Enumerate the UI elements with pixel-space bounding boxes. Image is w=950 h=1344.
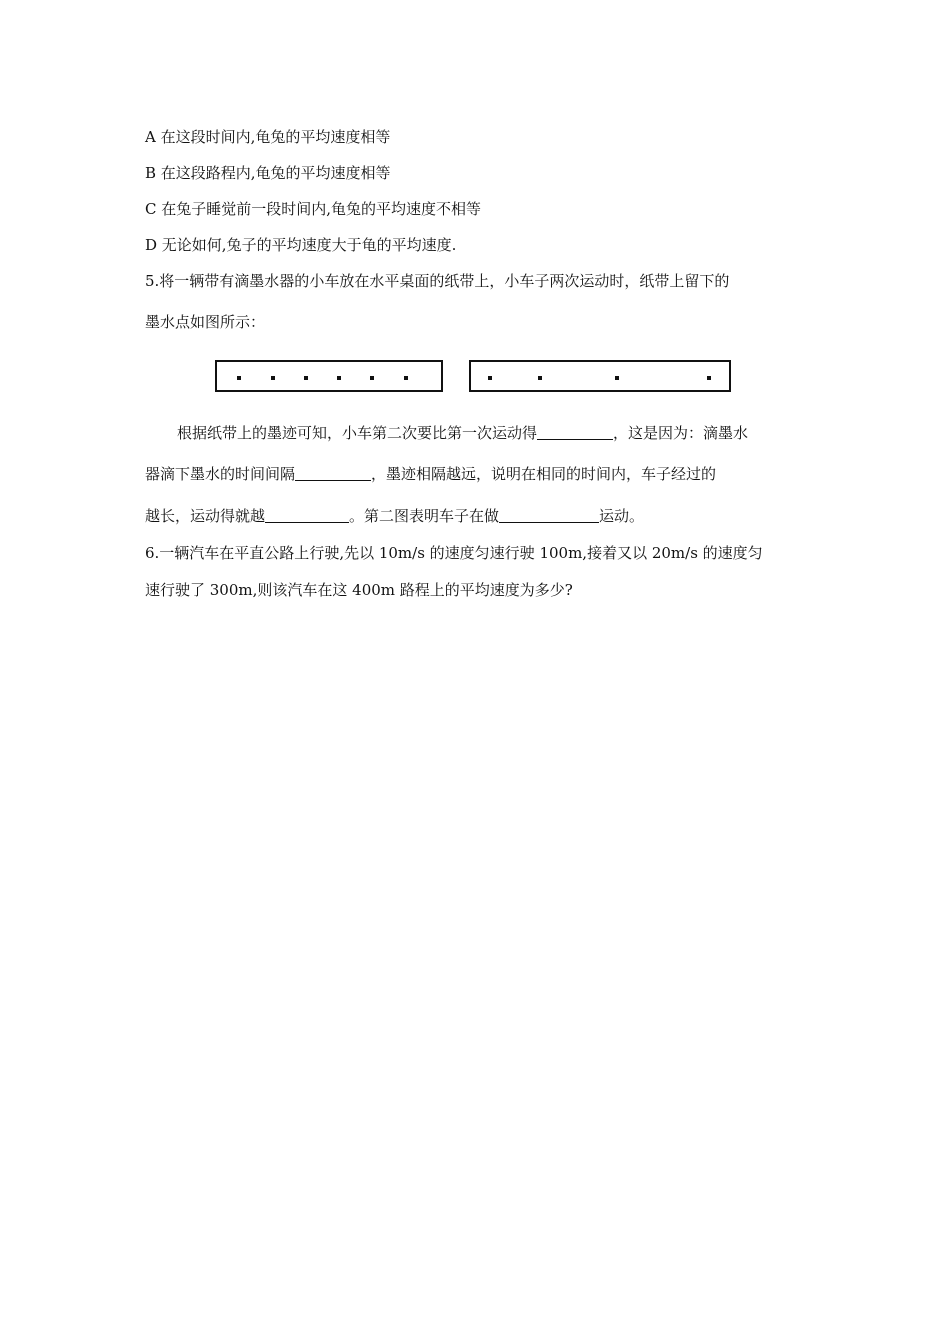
question-5-fill-line-2 (145, 464, 716, 484)
fill-text: ，这是因为：滴墨水 (613, 424, 749, 442)
ink-dot (271, 376, 275, 380)
option-a: A 在这段时间内,龟兔的平均速度相等 (145, 128, 391, 146)
question-5-line-1: 5.将一辆带有滴墨水器的小车放在水平桌面的纸带上，小车子两次运动时，纸带上留下的 (145, 272, 730, 290)
ink-dot (404, 376, 408, 380)
ink-dot (615, 376, 619, 380)
ink-dot (337, 376, 341, 380)
fill-text: 器滴下墨水的时间间隔 (145, 465, 296, 483)
ink-dot (237, 376, 241, 380)
option-c: C 在兔子睡觉前一段时间内,龟兔的平均速度不相等 (145, 200, 482, 218)
fill-text: 越长，运动得就越 (145, 507, 266, 525)
fill-text: ，墨迹相隔越远，说明在相同的时间内，车子经过的 (371, 465, 717, 483)
ink-dot (370, 376, 374, 380)
fill-text: 。第二图表明车子在做 (349, 507, 500, 525)
answer-blank-4[interactable] (499, 506, 599, 523)
question-5-line-2: 墨水点如图所示： (145, 313, 266, 331)
ink-tape-first-run (215, 360, 443, 392)
question-6-line-1: 6.一辆汽车在平直公路上行驶,先以 10m/s 的速度匀速行驶 100m,接着又以 20m/s 的速度匀 (145, 544, 763, 562)
ink-dot (707, 376, 711, 380)
ink-tape-second-run (469, 360, 731, 392)
ink-dot (304, 376, 308, 380)
question-5-fill-line-1 (177, 423, 748, 443)
answer-blank-3[interactable] (265, 506, 349, 523)
option-d: D 无论如何,兔子的平均速度大于龟的平均速度. (145, 236, 457, 254)
fill-text: 根据纸带上的墨迹可知，小车第二次要比第一次运动得 (177, 424, 538, 442)
ink-dot (538, 376, 542, 380)
answer-blank-1[interactable] (537, 423, 613, 440)
fill-text: 运动。 (599, 507, 645, 525)
option-b: B 在这段路程内,龟兔的平均速度相等 (145, 164, 391, 182)
answer-blank-2[interactable] (295, 464, 371, 481)
question-6-line-2: 速行驶了 300m,则该汽车在这 400m 路程上的平均速度为多少? (145, 581, 573, 599)
question-5-fill-line-3 (145, 506, 644, 526)
ink-dot (488, 376, 492, 380)
